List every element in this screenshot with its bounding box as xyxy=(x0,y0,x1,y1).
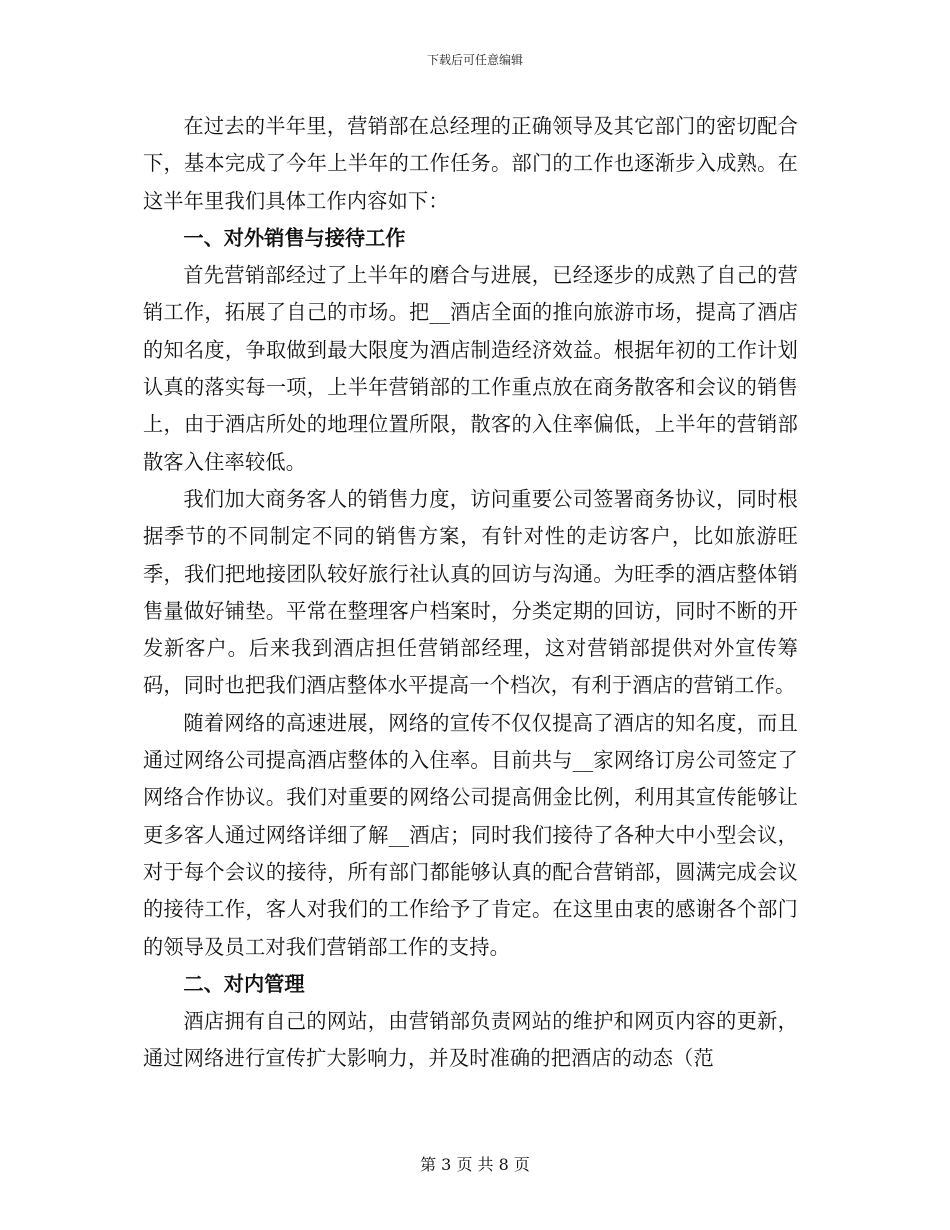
section-heading-external-sales: 一、对外销售与接待工作 xyxy=(183,225,406,250)
page-number-footer: 第 3 页 共 8 页 xyxy=(420,1155,530,1174)
page-header: 下载后可任意编辑 xyxy=(426,53,523,67)
section-heading-internal-management: 二、对内管理 xyxy=(183,971,305,996)
section2-paragraph-1: 酒店拥有自己的网站，由营销部负责网站的维护和网页内容的更新，通过网络进行宣传扩大影响力，并及时准确的把酒店的动态（范 xyxy=(143,1009,798,1071)
section1-paragraph-2: 我们加大商务客人的销售力度，访问重要公司签署商务协议，同时根据季节的不同制定不同的销售方案，有针对性的走访客户，比如旅游旺季，我们把地接团队较好旅行社认真的回访与沟通。为旺季的酒店整体销售量做好铺垫。平常在整理客户档案时，分类定期的回访，同时不断的开发新客户。后来我到酒店担任营销部经理，这对营销部提供对外宣传筹码，同时也把我们酒店整体水平提高一个档次，有利于酒店的营销工作。 xyxy=(143,486,798,698)
document-body xyxy=(143,108,798,1078)
section1-paragraph-1: 首先营销部经过了上半年的磨合与进展，已经逐步的成熟了自己的营销工作，拓展了自己的市场。把__酒店全面的推向旅游市场，提高了酒店的知名度，争取做到最大限度为酒店制造经济效益。根据年初的工作计划认真的落实每一项，上半年营销部的工作重点放在商务散客和会议的销售上，由于酒店所处的地理位置所限，散客的入住率偏低，上半年的营销部散客入住率较低。 xyxy=(143,263,798,474)
section1-paragraph-3: 随着网络的高速进展，网络的宣传不仅仅提高了酒店的知名度，而且通过网络公司提高酒店整体的入住率。目前共与__家网络订房公司签定了网络合作协议。我们对重要的网络公司提高佣金比例，利用其宣传能够让更多客人通过网络详细了解__酒店；同时我们接待了各种大中小型会议，对于每个会议的接待，所有部门都能够认真的配合营销部，圆满完成会议的接待工作，客人对我们的工作给予了肯定。在这里由衷的感谢各个部门的领导及员工对我们营销部工作的支持。 xyxy=(143,710,798,959)
intro-paragraph: 在过去的半年里，营销部在总经理的正确领导及其它部门的密切配合下，基本完成了今年上半年的工作任务。部门的工作也逐渐步入成熟。在这半年里我们具体工作内容如下： xyxy=(143,114,798,213)
